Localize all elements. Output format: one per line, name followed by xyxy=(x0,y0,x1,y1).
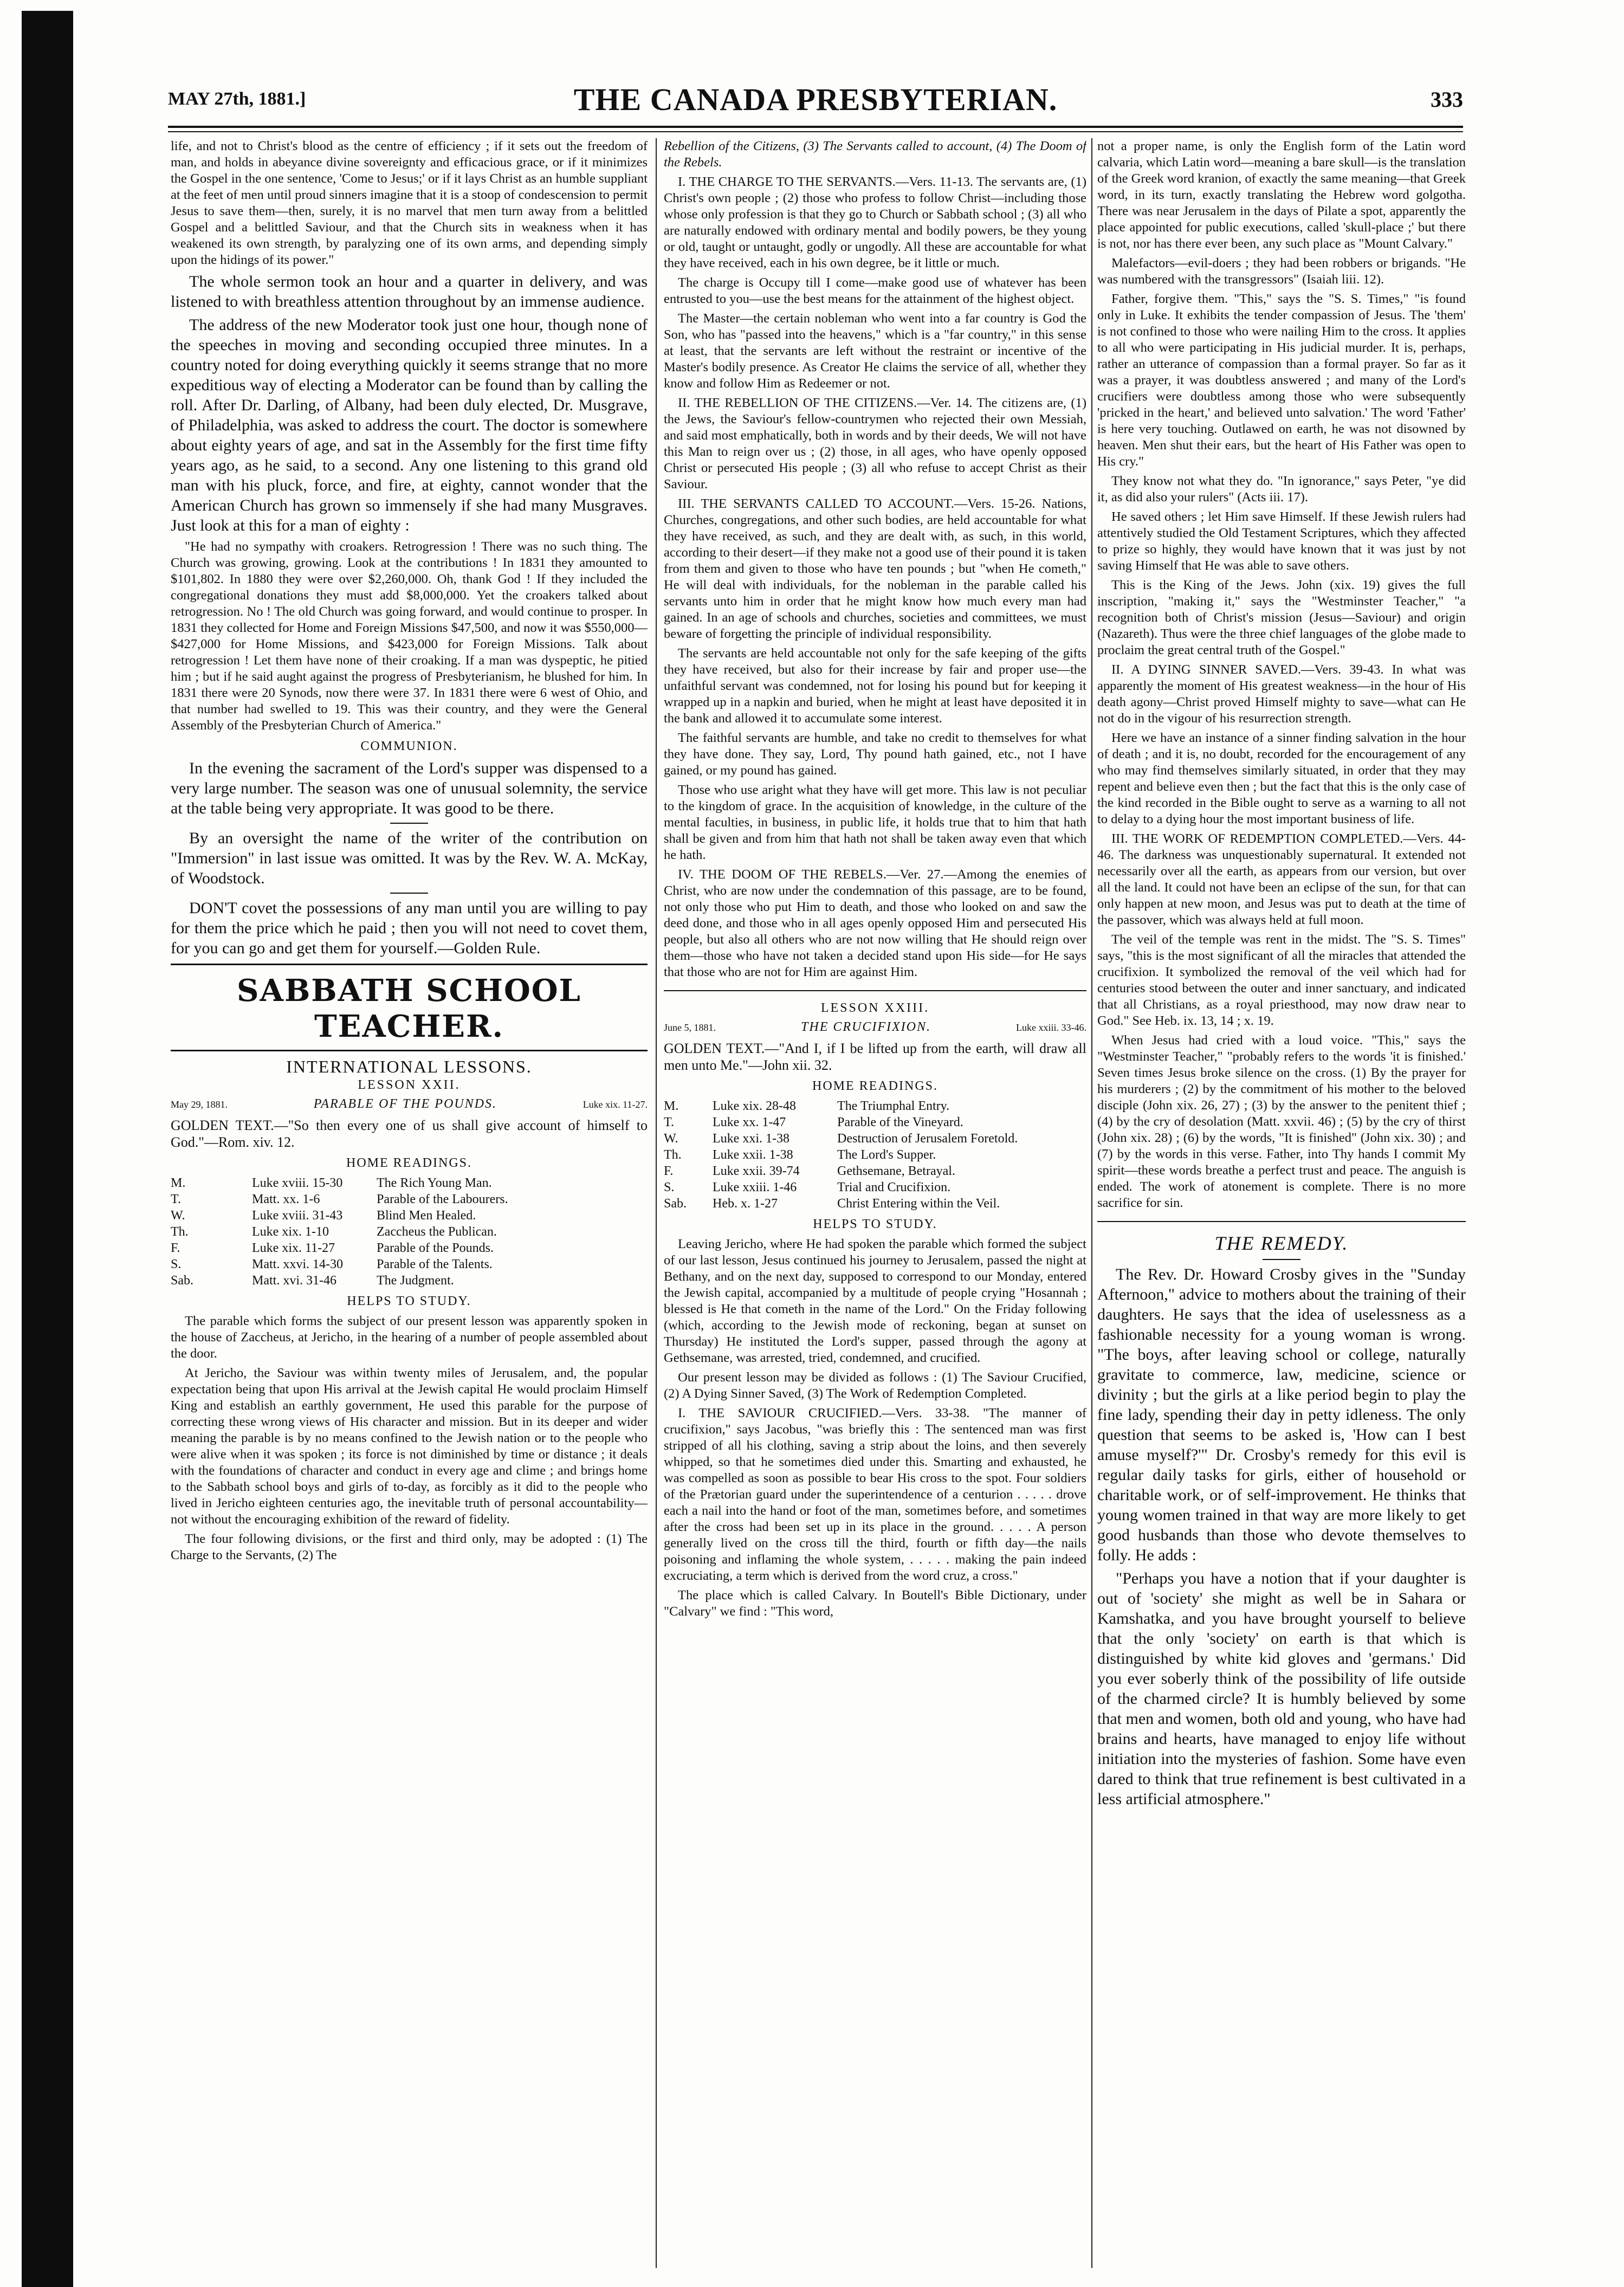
reading-row xyxy=(664,1114,1086,1130)
section-heading: HOME READINGS. xyxy=(346,1156,472,1170)
lesson-date: May 29, 1881. xyxy=(171,1099,228,1110)
reading-day: M. xyxy=(171,1176,186,1190)
reading-row xyxy=(171,1256,648,1272)
reading-ref: Luke xviii. 31-43 xyxy=(252,1209,343,1223)
lesson-title-row xyxy=(664,1020,1086,1035)
divider xyxy=(390,893,428,894)
paragraph: Father, forgive them. "This," says the "S. S. Times," "is found only in Luke. It exhibits the tender compassion of Jesus. The 'them' is not confined to those who were nailing Him to the cross. It applies to all who were participating in His judicial murder. It is, perhaps, rather an utterance of compassion than a formal prayer. So far as it was a prayer, it was doubtless answered ; and many of the Lord's crucifiers were doubtless among those who were subsequently 'pricked in the heart,' and believed unto salvation.' The word 'Father' is here very touching. Outlawed on earth, he was not disowned by heaven. Men shut their ears, but the heart of His Father was open to His cry." xyxy=(1097,292,1466,469)
paragraph: III. THE WORK OF REDEMPTION COMPLETED.—Vers. 44-46. The darkness was unquestionably supernatural. It extended not necessarily over all the earth, as appears from our version, but over all the land. It could not have been an eclipse of the sun, for that can only happen at new moon, and Jesus was put to death at the time of the passover, which was always held at full moon. xyxy=(1097,831,1466,927)
divider xyxy=(1097,1221,1466,1222)
paragraph: He saved others ; let Him save Himself. If these Jewish rulers had attentively studied the Old Testament Scriptures, which they affected to prize so highly, they would have known that it was just by not saving Himself that He was able to save others. xyxy=(1097,509,1466,573)
reading-ref: Luke xix. 1-10 xyxy=(252,1225,329,1239)
golden-text: GOLDEN TEXT.—"So then every one of us shall give account of himself to God."—Rom. xiv. 12. xyxy=(171,1117,648,1150)
section-heading: HOME READINGS. xyxy=(812,1079,938,1093)
section-heading: HELPS TO STUDY. xyxy=(813,1217,937,1231)
reading-day: T. xyxy=(664,1115,674,1129)
paragraph: The parable which forms the subject of our present lesson was apparently spoken in the house of Zaccheus, at Jericho, in the hearing of a number of people assembled about the door. xyxy=(171,1314,648,1361)
reading-ref: Luke xix. 11-27 xyxy=(252,1241,335,1255)
section-masthead: SABBATH SCHOOL TEACHER. xyxy=(237,973,581,1044)
reading-day: Sab. xyxy=(171,1274,193,1288)
lesson-number: LESSON XXIII. xyxy=(820,1001,930,1015)
reading-day: T. xyxy=(171,1192,181,1206)
lesson-date: June 5, 1881. xyxy=(664,1022,716,1033)
reading-day: S. xyxy=(171,1257,182,1271)
section-heading: HELPS TO STUDY. xyxy=(347,1294,471,1308)
reading-row xyxy=(664,1163,1086,1179)
reading-day: F. xyxy=(171,1241,180,1255)
reading-ref: Luke xxi. 1-38 xyxy=(713,1132,790,1146)
reading-title: Parable of the Vineyard. xyxy=(837,1115,963,1129)
paragraph: The faithful servants are humble, and take no credit to themselves for what they have done. They say, Lord, Thy pound hath gained, etc., not I have gained, or my pound has gained. xyxy=(664,731,1086,778)
reading-row xyxy=(664,1130,1086,1147)
paragraph: The Rev. Dr. Howard Crosby gives in the "Sunday Afternoon," advice to mothers about the training of their daughters. He says that the idea of uselessness as a fashionable necessity for a young woman is wrong. "The boys, after leaving school or college, naturally gravitate to commerce, law, medicine, science or divinity ; but the girls at a like period begin to play the fine lady, spending their day in petty idleness. The only question that seems to be asked is, 'How can I best amuse myself?'" Dr. Crosby's remedy for this evil is regular daily tasks for girls, either of household or charitable work, or of self-improvement. He thinks that young women trained in that way are more likely to get good husbands than those who devote themselves to folly. He adds : xyxy=(1097,1265,1466,1564)
paragraph: DON'T covet the possessions of any man until you are willing to pay for them the price which he paid ; then you will not need to covet them, for you can go and get them for yourself.—Golden Rule. xyxy=(171,899,648,957)
paragraph: The Master—the certain nobleman who went into a far country is God the Son, who has "passed into the heavens," which is a "far country," in this sense at least, that the servants are left without the restraint or incentive of the Master's bodily presence. As Creator He claims the service of all, whether they know and follow Him as Redeemer or not. xyxy=(664,311,1086,391)
reading-day: W. xyxy=(171,1209,185,1223)
header-rule-thin xyxy=(168,131,1463,132)
reading-ref: Luke xviii. 15-30 xyxy=(252,1176,343,1190)
paragraph: When Jesus had cried with a loud voice. "This," says the "Westminster Teacher," "probably refers to the words 'it is finished.' Seven times Jesus broke silence on the cross. (1) By the prayer for his murderers ; (2) by the commitment of his mother to the beloved disciple (John xix. 26, 27) ; (3) by the answer to the penitent thief ; (4) by the cry of desolation (Matt. xxvii. 46) ; (5) by the cry of thirst (John xix. 28) ; (6) by the words, "It is finished" (John xix. 30) ; and (7) by the words in this verse. Father, into Thy hands I commit My spirit—these words breathe a perfect trust and peace. The anguish is ended. The work of atonement is complete. There is no more sacrifice for sin. xyxy=(1097,1033,1466,1210)
reading-title: Gethsemane, Betrayal. xyxy=(837,1164,955,1178)
reading-row xyxy=(171,1207,648,1224)
paragraph: The place which is called Calvary. In Boutell's Bible Dictionary, under "Calvary" we find : "This word, xyxy=(664,1588,1086,1619)
paragraph: By an oversight the name of the writer of the contribution on "Immersion" in last issue was omitted. It was by the Rev. W. A. McKay, of Woodstock. xyxy=(171,829,648,887)
reading-row xyxy=(171,1191,648,1207)
reading-title: Christ Entering within the Veil. xyxy=(837,1197,1000,1211)
paragraph: IV. THE DOOM OF THE REBELS.—Ver. 27.—Among the enemies of Christ, who are now under the condemnation of this passage, are to be found, not only those who put Him to death, and those who looked on and saw the deed done, and those who in all ages openly opposed Him and persecuted His people, but also all others who are not now willing that He should reign over them—those who have not taken a decided stand upon His side—for He says that those who are not for Him are against Him. xyxy=(664,867,1086,979)
reading-row xyxy=(171,1272,648,1289)
paragraph: They know not what they do. "In ignorance," says Peter, "ye did it, as did also your rulers" (Acts iii. 17). xyxy=(1097,474,1466,505)
musgrave-quote: "He had no sympathy with croakers. Retrogression ! There was no such thing. The Church was growing, growing. Look at the contributions ! In 1831 they amounted to $101,802. In 1880 they were over $2,260,000. Oh, thank God ! If they included the congregational donations they must add $8,000,000. Yet the croakers talked about retrogression. No ! The old Church was going forward, and would continue to prosper. In 1831 they collected for Home and Foreign Missions $47,500, and now it was $550,000—$427,000 for Home Missions, and $423,000 for Foreign Missions. Talk about retrogression ! Let them have none of their croaking. If a man was dyspeptic, he pitied him ; but if he said aught against the progress of Presbyterianism, he blushed for him. In 1831 there were 20 Synods, now there were 37. In 1831 there were 6 west of Ohio, and that number had swelled to 19. This was their country, and they were the General Assembly of the Presbyterian Church of America." xyxy=(171,539,648,733)
paragraph: The address of the new Moderator took just one hour, though none of the speeches in moving and seconding occupied three minutes. In a country noted for doing everything quickly it seems strange that no more expeditious way of electing a Moderator can be found than by calling the roll. After Dr. Darling, of Albany, had been duly elected, Dr. Musgrave, of Philadelphia, was asked to address the court. The doctor is somewhere about eighty years of age, and sat in the Assembly for the first time fifty years ago, as he said, to a second. Any one listening to this grand old man with his pluck, force, and fire, at eighty, cannot wonder that the American Church has grown so immensely if she had many Musgraves. Just look at this for a man of eighty : xyxy=(171,316,648,534)
paragraph: At Jericho, the Saviour was within twenty miles of Jerusalem, and, the popular expectation being that upon His arrival at the Jewish capital He would proclaim Himself King and establish an earthly government, He used this parable for the purpose of correcting these wrong views of His character and mission. But in its deeper and wider meaning the parable is by no means confined to the Jewish nation or to the people who were alive when it was spoken ; its force is not diminished by time or distance ; it deals with the foundations of character and conduct in every age and clime ; and brings home to the Sabbath school boys and girls of to-day, as forcibly as it did to the people who lived in Jericho eighteen centuries ago, the inevitable truth of personal accountability—not without the encouraging exhibition of the reward of fidelity. xyxy=(171,1366,648,1527)
column-1 xyxy=(171,138,648,2279)
binding-edge xyxy=(22,11,73,2287)
lesson-title: THE CRUCIFIXION. xyxy=(801,1020,931,1034)
reading-title: Zaccheus the Publican. xyxy=(377,1225,497,1239)
sermon-quote-end: life, and not to Christ's blood as the centre of efficiency ; if it sets out the freedom of man, and holds in abeyance divine sovereignty and efficacious grace, or if it minimizes the Gospel in the one sentence, 'Come to Jesus;' or if it lays Christ as an humble suppliant at the feet of men until proud sinners imagine that it is a stoop of condescension to permit Jesus to save them—then, surely, it is no marvel that men turn away from a belittled Gospel and a belittled Saviour, and that the Church sits in weakness when it has weakened its own strength, by paralyzing one of its own arms, and depending simply upon the hidings of its power." xyxy=(171,139,648,267)
golden-text: GOLDEN TEXT.—"And I, if I be lifted up from the earth, will draw all men unto Me."—John xii. 32. xyxy=(664,1041,1086,1073)
page-header xyxy=(168,81,1463,125)
reading-day: M. xyxy=(664,1099,679,1113)
reading-row xyxy=(171,1240,648,1256)
paragraph: Those who use aright what they have will get more. This law is not peculiar to the kingdom of grace. In the acquisition of knowledge, in the culture of the mental faculties, in business, in public life, it holds true that to him that hath shall be given and from him that hath not shall be taken away even that which he hath. xyxy=(664,783,1086,862)
reading-title: The Triumphal Entry. xyxy=(837,1099,950,1113)
reading-day: W. xyxy=(664,1132,678,1146)
lesson-title-row xyxy=(171,1097,648,1112)
lesson-reference: Luke xix. 11-27. xyxy=(583,1099,648,1110)
paragraph: In the evening the sacrament of the Lord's supper was dispensed to a very large number. The season was one of unusual solemnity, the service at the table being very appropriate. It was good to be there. xyxy=(171,759,648,817)
reading-ref: Matt. xvi. 31-46 xyxy=(252,1274,337,1288)
reading-day: S. xyxy=(664,1180,675,1194)
reading-ref: Luke xx. 1-47 xyxy=(713,1115,786,1129)
issue-date: MAY 27th, 1881.] xyxy=(168,89,306,109)
reading-title: Parable of the Pounds. xyxy=(377,1241,494,1255)
reading-title: Parable of the Talents. xyxy=(377,1257,493,1271)
reading-ref: Matt. xx. 1-6 xyxy=(252,1192,320,1206)
article-title: THE REMEDY. xyxy=(1214,1232,1349,1254)
lessons-heading: INTERNATIONAL LESSONS. xyxy=(286,1057,532,1076)
home-readings xyxy=(171,1175,648,1289)
column-divider xyxy=(1091,138,1092,2268)
reading-ref: Matt. xxvi. 14-30 xyxy=(252,1257,343,1271)
paragraph: Rebellion of the Citizens, (3) The Servants called to account, (4) The Doom of the Rebels. xyxy=(664,139,1086,170)
reading-title: Trial and Crucifixion. xyxy=(837,1180,951,1194)
reading-title: Parable of the Labourers. xyxy=(377,1192,508,1206)
reading-ref: Luke xxiii. 1-46 xyxy=(713,1180,797,1194)
reading-ref: Heb. x. 1-27 xyxy=(713,1197,778,1211)
paragraph: This is the King of the Jews. John (xix. 19) gives the full inscription, "making it," says the "Westminster Teacher," "a recognition both of Christ's mission (Jesus—Saviour) and origin (Nazareth). Thus were the three chief languages of the globe made to proclaim the great central truth of the Gospel." xyxy=(1097,578,1466,657)
paragraph: III. THE SERVANTS CALLED TO ACCOUNT.—Vers. 15-26. Nations, Churches, congregations, and other such bodies, are held accountable for what they have received, as such, and they are dealt with, as such, in this world, according to their desert—if they make not a good use of their pound it is taken from them and given to those who have ten pounds ; but "when He cometh," He will deal with individuals, for the nobleman in the parable called his servants unto him in order that he might know how much every man had gained. In an age of schools and churches, societies and committees, we must beware of forgetting the principle of individual responsibility. xyxy=(664,496,1086,641)
divider xyxy=(390,823,428,824)
reading-row xyxy=(664,1147,1086,1163)
paragraph: I. THE CHARGE TO THE SERVANTS.—Vers. 11-13. The servants are, (1) Christ's own people ; (2) those who profess to follow Christ—including those whose only profession is that they go to Church or Sabbath school ; (3) all who are naturally endowed with ordinary mental and bodily powers, be they young or old, taught or untaught, godly or ungodly. All these are accountable for what they have received, each in his own degree, be it little or much. xyxy=(664,175,1086,270)
lesson-reference: Luke xxiii. 33-46. xyxy=(1016,1022,1086,1033)
paragraph: "Perhaps you have a notion that if your daughter is out of 'society' she might as well be in Sahara or Kamshatka, and you have brought yourself to believe that the only 'society' on earth is that which is distinguished by white kid gloves and 'germans.' Did you ever soberly think of the possibility of life outside of the charmed circle? It is humbly believed by some that men and women, both old and young, who have had brains and hearts, have managed to enjoy life without initiation into the mysteries of fashion. Some have even dared to think that true refinement is best cultivated in a less artificial atmosphere." xyxy=(1097,1569,1466,1808)
paragraph: Malefactors—evil-doers ; they had been robbers or brigands. "He was numbered with the transgressors" (Isaiah liii. 12). xyxy=(1097,256,1466,287)
reading-row xyxy=(664,1179,1086,1196)
reading-row xyxy=(664,1196,1086,1212)
reading-day: Th. xyxy=(171,1225,189,1239)
reading-row xyxy=(171,1175,648,1191)
reading-ref: Luke xxii. 1-38 xyxy=(713,1148,793,1162)
column-3 xyxy=(1097,138,1466,2279)
reading-ref: Luke xxii. 39-74 xyxy=(713,1164,800,1178)
divider xyxy=(664,990,1086,991)
column-divider xyxy=(656,138,657,2268)
reading-row xyxy=(171,1224,648,1240)
header-rule xyxy=(168,126,1463,128)
reading-day: Sab. xyxy=(664,1197,687,1211)
newspaper-title: THE CANADA PRESBYTERIAN. xyxy=(573,82,1058,117)
paragraph: The four following divisions, or the first and third only, may be adopted : (1) The Charge to the Servants, (2) The xyxy=(171,1532,648,1562)
paragraph: The servants are held accountable not only for the safe keeping of the gifts they have received, but also for their increase by fair and proper use—the unfaithful servant was condemned, not for losing his pound but for keeping it wrapped up in a napkin and buried, when he might at least have deposited it in the bank and allowed it to accumulate some interest. xyxy=(664,646,1086,726)
reading-title: The Lord's Supper. xyxy=(837,1148,936,1162)
home-readings xyxy=(664,1098,1086,1212)
paragraph: Here we have an instance of a sinner finding salvation in the hour of death ; and it is, no doubt, recorded for the encouragement of any who may find themselves similarly situated, in order that they may repent and believe even then ; but the fact that this is the only case of the kind recorded in the Bible ought to serve as a warning to all not to delay to a dying hour the most important business of life. xyxy=(1097,731,1466,826)
lesson-title: PARABLE OF THE POUNDS. xyxy=(313,1097,497,1111)
paragraph: II. A DYING SINNER SAVED.—Vers. 39-43. In what was apparently the moment of His greatest weakness—in the hour of His death agony—Christ proved Himself mighty to save—what can He not do in the vigour of his resurrection strength. xyxy=(1097,662,1466,726)
paragraph: The veil of the temple was rent in the midst. The "S. S. Times" says, "this is the most significant of all the miracles that attended the crucifixion. It symbolized the removal of the veil which had for centuries stood between the outer and inner sanctuary, and indicated that all Christians, as a royal priesthood, may now draw near to God." See Heb. ix. 13, 14 ; x. 19. xyxy=(1097,932,1466,1028)
paragraph: I. THE SAVIOUR CRUCIFIED.—Vers. 33-38. "The manner of crucifixion," says Jacobus, "was briefly this : The sentenced man was first stripped of all his clothing, saving a strip about the loins, and then severely whipped, so that he sometimes died under this. Smarting and exhausted, he was compelled as soon as possible to bear His cross to the spot. Four soldiers of the Prætorian guard under the superintendence of a centurion . . . . . drove each a nail into the hand or foot of the man, sometimes before, and sometimes after the cross had been set up in its place in the ground. . . . . A person generally lived on the cross till the third, fourth or fifth day—the nails poisoning and inflaming the whole system, . . . . . making the pain indeed excruciating, a term which is derived from the word cruz, a cross." xyxy=(664,1406,1086,1583)
divider xyxy=(1263,1259,1301,1260)
reading-day: Th. xyxy=(664,1148,682,1162)
reading-title: Destruction of Jerusalem Foretold. xyxy=(837,1132,1018,1146)
paragraph: The charge is Occupy till I come—make good use of whatever has been entrusted to you—use the best means for the attainment of the highest object. xyxy=(664,275,1086,306)
column-2 xyxy=(664,138,1086,2279)
paragraph: not a proper name, is only the English form of the Latin word calvaria, which Latin word—meaning a bare skull—is the translation of the Greek word kranion, of exactly the same meaning—that Greek word, in its turn, exactly translating the Hebrew word golgotha. There was near Jerusalem in the days of Pilate a spot, apparently the place appointed for public executions, called 'skull-place ;' but there is not, nor has there ever been, any such place as "Mount Calvary." xyxy=(1097,139,1466,251)
page-number: 333 xyxy=(1431,87,1463,112)
paragraph: Leaving Jericho, where He had spoken the parable which formed the subject of our last lesson, Jesus continued his journey to Jerusalem, passed the night at Bethany, and on the next day, supposed to correspond to our Monday, entered the Jewish capital, accompanied by a multitude of people crying "Hosannah ; blessed is He that cometh in the name of the Lord." On the Friday following (which, according to the Jewish mode of reckoning, began at sunset on Thursday) He instituted the Lord's supper, passed through the agony at Gethsemane, was arrested, tried, condemned, and crucified. xyxy=(664,1237,1086,1365)
reading-title: Blind Men Healed. xyxy=(377,1209,476,1223)
reading-title: The Judgment. xyxy=(377,1274,454,1288)
reading-day: F. xyxy=(664,1164,674,1178)
section-masthead-box xyxy=(171,964,648,1051)
reading-title: The Rich Young Man. xyxy=(377,1176,492,1190)
paragraph: II. THE REBELLION OF THE CITIZENS.—Ver. 14. The citizens are, (1) the Jews, the Saviour's fellow-countrymen who rejected their own Messiah, and said most emphatically, both in words and by their deeds, We will not have this Man to reign over us ; (2) those, in all ages, who have openly opposed Christ or persecuted His people ; (3) all who refuse to accept Christ as their Saviour. xyxy=(664,396,1086,492)
paragraph: The whole sermon took an hour and a quarter in delivery, and was listened to with breathless attention throughout by an immense audience. xyxy=(171,273,648,311)
lesson-number: LESSON XXII. xyxy=(358,1078,461,1092)
reading-row xyxy=(664,1098,1086,1114)
section-heading: COMMUNION. xyxy=(360,739,458,753)
reading-ref: Luke xix. 28-48 xyxy=(713,1099,796,1113)
paragraph: Our present lesson may be divided as follows : (1) The Saviour Crucified, (2) A Dying Sinner Saved, (3) The Work of Redemption Completed. xyxy=(664,1370,1086,1401)
